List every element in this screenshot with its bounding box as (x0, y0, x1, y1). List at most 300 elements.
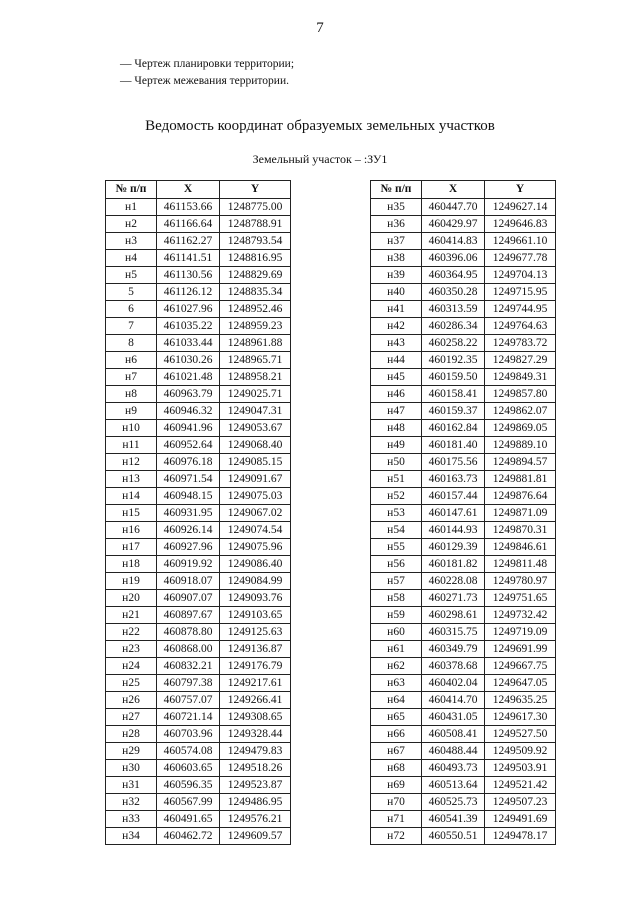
table-row (371, 709, 556, 726)
table-row (371, 573, 556, 590)
point-number-cell: н51 (371, 471, 422, 488)
header-y: Y (485, 181, 556, 199)
x-coordinate-cell: 460181.40 (422, 437, 485, 454)
point-number-cell: н10 (106, 420, 157, 437)
x-coordinate-cell: 461141.51 (157, 250, 220, 267)
x-coordinate-cell: 460567.99 (157, 794, 220, 811)
x-coordinate-cell: 460315.75 (422, 624, 485, 641)
page-number: 7 (316, 20, 324, 36)
table-row (371, 471, 556, 488)
table-row (106, 352, 291, 369)
x-coordinate-cell: 460927.96 (157, 539, 220, 556)
point-number-cell: н48 (371, 420, 422, 437)
y-coordinate-cell: 1249871.09 (485, 505, 556, 522)
point-number-cell: н49 (371, 437, 422, 454)
table-row (371, 777, 556, 794)
y-coordinate-cell: 1248952.46 (220, 301, 291, 318)
y-coordinate-cell: 1249744.95 (485, 301, 556, 318)
x-coordinate-cell: 460832.21 (157, 658, 220, 675)
y-coordinate-cell: 1249764.63 (485, 318, 556, 335)
y-coordinate-cell: 1249846.61 (485, 539, 556, 556)
x-coordinate-cell: 460159.50 (422, 369, 485, 386)
y-coordinate-cell: 1249086.40 (220, 556, 291, 573)
table-row (106, 794, 291, 811)
table-row (106, 522, 291, 539)
x-coordinate-cell: 460926.14 (157, 522, 220, 539)
y-coordinate-cell: 1249093.76 (220, 590, 291, 607)
table-row (106, 709, 291, 726)
y-coordinate-cell: 1248775.00 (220, 199, 291, 216)
y-coordinate-cell: 1248829.69 (220, 267, 291, 284)
x-coordinate-cell: 460963.79 (157, 386, 220, 403)
x-coordinate-cell: 460129.39 (422, 539, 485, 556)
y-coordinate-cell: 1249136.87 (220, 641, 291, 658)
point-number-cell: н4 (106, 250, 157, 267)
y-coordinate-cell: 1249849.31 (485, 369, 556, 386)
x-coordinate-cell: 460350.28 (422, 284, 485, 301)
x-coordinate-cell: 460976.18 (157, 454, 220, 471)
point-number-cell: н32 (106, 794, 157, 811)
y-coordinate-cell: 1249715.95 (485, 284, 556, 301)
table-row (371, 284, 556, 301)
point-number-cell: н60 (371, 624, 422, 641)
x-coordinate-cell: 460491.65 (157, 811, 220, 828)
table-row (371, 216, 556, 233)
y-coordinate-cell: 1249523.87 (220, 777, 291, 794)
point-number-cell: н65 (371, 709, 422, 726)
point-number-cell: н15 (106, 505, 157, 522)
x-coordinate-cell: 460525.73 (422, 794, 485, 811)
table-row (371, 760, 556, 777)
table-row (106, 743, 291, 760)
y-coordinate-cell: 1249881.81 (485, 471, 556, 488)
table-row (371, 726, 556, 743)
x-coordinate-cell: 460907.07 (157, 590, 220, 607)
table-row (371, 403, 556, 420)
point-number-cell: н31 (106, 777, 157, 794)
x-coordinate-cell: 461021.48 (157, 369, 220, 386)
point-number-cell: н72 (371, 828, 422, 845)
table-row (106, 318, 291, 335)
point-number-cell: н16 (106, 522, 157, 539)
table-row (371, 454, 556, 471)
point-number-cell: н23 (106, 641, 157, 658)
point-number-cell: н7 (106, 369, 157, 386)
point-number-cell: н3 (106, 233, 157, 250)
point-number-cell: н46 (371, 386, 422, 403)
table-row (106, 726, 291, 743)
x-coordinate-cell: 461033.44 (157, 335, 220, 352)
table-row (106, 675, 291, 692)
table-row (371, 352, 556, 369)
point-number-cell: н28 (106, 726, 157, 743)
x-coordinate-cell: 460159.37 (422, 403, 485, 420)
y-coordinate-cell: 1249889.10 (485, 437, 556, 454)
x-coordinate-cell: 460931.95 (157, 505, 220, 522)
y-coordinate-cell: 1249627.14 (485, 199, 556, 216)
point-number-cell: н71 (371, 811, 422, 828)
point-number-cell: н34 (106, 828, 157, 845)
x-coordinate-cell: 460721.14 (157, 709, 220, 726)
y-coordinate-cell: 1249691.99 (485, 641, 556, 658)
point-number-cell: 7 (106, 318, 157, 335)
header-number: № п/п (106, 181, 157, 199)
point-number-cell: н67 (371, 743, 422, 760)
y-coordinate-cell: 1248793.54 (220, 233, 291, 250)
y-coordinate-cell: 1249857.80 (485, 386, 556, 403)
point-number-cell: н13 (106, 471, 157, 488)
y-coordinate-cell: 1249125.63 (220, 624, 291, 641)
header-x: X (422, 181, 485, 199)
point-number-cell: н18 (106, 556, 157, 573)
y-coordinate-cell: 1249217.61 (220, 675, 291, 692)
table-row (106, 590, 291, 607)
x-coordinate-cell: 460574.08 (157, 743, 220, 760)
x-coordinate-cell: 460603.65 (157, 760, 220, 777)
x-coordinate-cell: 460431.05 (422, 709, 485, 726)
y-coordinate-cell: 1249479.83 (220, 743, 291, 760)
table-row (371, 590, 556, 607)
y-coordinate-cell: 1249719.09 (485, 624, 556, 641)
x-coordinate-cell: 460757.07 (157, 692, 220, 709)
y-coordinate-cell: 1249491.69 (485, 811, 556, 828)
point-number-cell: н56 (371, 556, 422, 573)
y-coordinate-cell: 1249780.97 (485, 573, 556, 590)
x-coordinate-cell: 460946.32 (157, 403, 220, 420)
y-coordinate-cell: 1249509.92 (485, 743, 556, 760)
point-number-cell: н61 (371, 641, 422, 658)
table-row (371, 828, 556, 845)
x-coordinate-cell: 461126.12 (157, 284, 220, 301)
y-coordinate-cell: 1248835.34 (220, 284, 291, 301)
table-row (371, 318, 556, 335)
x-coordinate-cell: 460797.38 (157, 675, 220, 692)
x-coordinate-cell: 460488.44 (422, 743, 485, 760)
y-coordinate-cell: 1249677.78 (485, 250, 556, 267)
point-number-cell: н66 (371, 726, 422, 743)
y-coordinate-cell: 1249827.29 (485, 352, 556, 369)
y-coordinate-cell: 1249783.72 (485, 335, 556, 352)
y-coordinate-cell: 1249084.99 (220, 573, 291, 590)
table-row (106, 573, 291, 590)
table-row (371, 539, 556, 556)
x-coordinate-cell: 460378.68 (422, 658, 485, 675)
x-coordinate-cell: 460462.72 (157, 828, 220, 845)
table-row (371, 624, 556, 641)
x-coordinate-cell: 460952.64 (157, 437, 220, 454)
y-coordinate-cell: 1249576.21 (220, 811, 291, 828)
x-coordinate-cell: 461030.26 (157, 352, 220, 369)
document-title: Ведомость координат образуемых земельных участков (145, 118, 495, 134)
table-row (106, 828, 291, 845)
y-coordinate-cell: 1248961.88 (220, 335, 291, 352)
y-coordinate-cell: 1249068.40 (220, 437, 291, 454)
point-number-cell: н29 (106, 743, 157, 760)
y-coordinate-cell: 1249635.25 (485, 692, 556, 709)
table-row (106, 811, 291, 828)
table-row (371, 250, 556, 267)
table-row (371, 675, 556, 692)
table-row (371, 641, 556, 658)
x-coordinate-cell: 461027.96 (157, 301, 220, 318)
table-row (371, 369, 556, 386)
x-coordinate-cell: 460402.04 (422, 675, 485, 692)
x-coordinate-cell: 460396.06 (422, 250, 485, 267)
y-coordinate-cell: 1249478.17 (485, 828, 556, 845)
table-row (371, 267, 556, 284)
point-number-cell: н57 (371, 573, 422, 590)
y-coordinate-cell: 1249667.75 (485, 658, 556, 675)
y-coordinate-cell: 1249704.13 (485, 267, 556, 284)
point-number-cell: н38 (371, 250, 422, 267)
table-row (106, 233, 291, 250)
table-row (371, 658, 556, 675)
point-number-cell: н19 (106, 573, 157, 590)
table-row (106, 505, 291, 522)
table-row (371, 743, 556, 760)
y-coordinate-cell: 1248788.91 (220, 216, 291, 233)
bullet-item: — Чертеж межевания территории. (120, 75, 289, 87)
table-row (371, 199, 556, 216)
x-coordinate-cell: 460228.08 (422, 573, 485, 590)
point-number-cell: н33 (106, 811, 157, 828)
x-coordinate-cell: 460414.83 (422, 233, 485, 250)
y-coordinate-cell: 1249075.03 (220, 488, 291, 505)
y-coordinate-cell: 1249176.79 (220, 658, 291, 675)
y-coordinate-cell: 1249266.41 (220, 692, 291, 709)
x-coordinate-cell: 460703.96 (157, 726, 220, 743)
point-number-cell: н21 (106, 607, 157, 624)
table-row (106, 607, 291, 624)
table-row (106, 386, 291, 403)
y-coordinate-cell: 1249521.42 (485, 777, 556, 794)
x-coordinate-cell: 460349.79 (422, 641, 485, 658)
point-number-cell: н37 (371, 233, 422, 250)
point-number-cell: н22 (106, 624, 157, 641)
table-row (371, 811, 556, 828)
x-coordinate-cell: 460948.15 (157, 488, 220, 505)
y-coordinate-cell: 1249869.05 (485, 420, 556, 437)
x-coordinate-cell: 460429.97 (422, 216, 485, 233)
x-coordinate-cell: 460941.96 (157, 420, 220, 437)
x-coordinate-cell: 460181.82 (422, 556, 485, 573)
point-number-cell: н27 (106, 709, 157, 726)
table-row (371, 386, 556, 403)
x-coordinate-cell: 460513.64 (422, 777, 485, 794)
table-row (106, 658, 291, 675)
x-coordinate-cell: 461153.66 (157, 199, 220, 216)
table-row (371, 233, 556, 250)
land-plot-subtitle: Земельный участок – :ЗУ1 (252, 152, 388, 166)
point-number-cell: н1 (106, 199, 157, 216)
point-number-cell: н20 (106, 590, 157, 607)
table-row (106, 403, 291, 420)
y-coordinate-cell: 1249507.23 (485, 794, 556, 811)
x-coordinate-cell: 460147.61 (422, 505, 485, 522)
point-number-cell: н55 (371, 539, 422, 556)
point-number-cell: н59 (371, 607, 422, 624)
x-coordinate-cell: 460508.41 (422, 726, 485, 743)
table-row (371, 556, 556, 573)
y-coordinate-cell: 1249617.30 (485, 709, 556, 726)
point-number-cell: н52 (371, 488, 422, 505)
x-coordinate-cell: 460157.44 (422, 488, 485, 505)
point-number-cell: н36 (371, 216, 422, 233)
point-number-cell: н54 (371, 522, 422, 539)
y-coordinate-cell: 1249894.57 (485, 454, 556, 471)
y-coordinate-cell: 1249811.48 (485, 556, 556, 573)
point-number-cell: 8 (106, 335, 157, 352)
x-coordinate-cell: 460541.39 (422, 811, 485, 828)
y-coordinate-cell: 1249870.31 (485, 522, 556, 539)
table-row (371, 301, 556, 318)
table-row (106, 777, 291, 794)
table-row (106, 624, 291, 641)
point-number-cell: н69 (371, 777, 422, 794)
point-number-cell: н9 (106, 403, 157, 420)
table-row (371, 335, 556, 352)
y-coordinate-cell: 1249103.65 (220, 607, 291, 624)
point-number-cell: н14 (106, 488, 157, 505)
point-number-cell: н5 (106, 267, 157, 284)
y-coordinate-cell: 1249075.96 (220, 539, 291, 556)
table-row (106, 335, 291, 352)
table-row (106, 760, 291, 777)
table-row (106, 641, 291, 658)
table-row (371, 522, 556, 539)
y-coordinate-cell: 1249503.91 (485, 760, 556, 777)
table-row (106, 437, 291, 454)
x-coordinate-cell: 461035.22 (157, 318, 220, 335)
point-number-cell: н35 (371, 199, 422, 216)
bullet-list (120, 56, 294, 90)
y-coordinate-cell: 1249862.07 (485, 403, 556, 420)
table-row (371, 794, 556, 811)
x-coordinate-cell: 461166.64 (157, 216, 220, 233)
x-coordinate-cell: 460493.73 (422, 760, 485, 777)
x-coordinate-cell: 460298.61 (422, 607, 485, 624)
y-coordinate-cell: 1248958.21 (220, 369, 291, 386)
point-number-cell: н70 (371, 794, 422, 811)
y-coordinate-cell: 1249876.64 (485, 488, 556, 505)
table-row (106, 369, 291, 386)
table-row (106, 250, 291, 267)
point-number-cell: 5 (106, 284, 157, 301)
table-header-row (106, 181, 291, 199)
table-row (106, 301, 291, 318)
x-coordinate-cell: 460258.22 (422, 335, 485, 352)
point-number-cell: н42 (371, 318, 422, 335)
y-coordinate-cell: 1248959.23 (220, 318, 291, 335)
header-y: Y (220, 181, 291, 199)
header-number: № п/п (371, 181, 422, 199)
x-coordinate-cell: 460447.70 (422, 199, 485, 216)
y-coordinate-cell: 1249646.83 (485, 216, 556, 233)
table-row (106, 420, 291, 437)
x-coordinate-cell: 460271.73 (422, 590, 485, 607)
x-coordinate-cell: 460175.56 (422, 454, 485, 471)
table-row (371, 420, 556, 437)
point-number-cell: н30 (106, 760, 157, 777)
point-number-cell: н12 (106, 454, 157, 471)
y-coordinate-cell: 1249085.15 (220, 454, 291, 471)
header-x: X (157, 181, 220, 199)
point-number-cell: н25 (106, 675, 157, 692)
y-coordinate-cell: 1248816.95 (220, 250, 291, 267)
y-coordinate-cell: 1249486.95 (220, 794, 291, 811)
x-coordinate-cell: 460162.84 (422, 420, 485, 437)
x-coordinate-cell: 461130.56 (157, 267, 220, 284)
point-number-cell: н41 (371, 301, 422, 318)
table-row (106, 216, 291, 233)
y-coordinate-cell: 1249067.02 (220, 505, 291, 522)
point-number-cell: н62 (371, 658, 422, 675)
point-number-cell: н8 (106, 386, 157, 403)
point-number-cell: н47 (371, 403, 422, 420)
y-coordinate-cell: 1249732.42 (485, 607, 556, 624)
point-number-cell: н2 (106, 216, 157, 233)
y-coordinate-cell: 1248965.71 (220, 352, 291, 369)
point-number-cell: н6 (106, 352, 157, 369)
point-number-cell: н64 (371, 692, 422, 709)
x-coordinate-cell: 460414.70 (422, 692, 485, 709)
y-coordinate-cell: 1249053.67 (220, 420, 291, 437)
y-coordinate-cell: 1249527.50 (485, 726, 556, 743)
table-row (371, 692, 556, 709)
x-coordinate-cell: 460550.51 (422, 828, 485, 845)
x-coordinate-cell: 460868.00 (157, 641, 220, 658)
point-number-cell: н24 (106, 658, 157, 675)
y-coordinate-cell: 1249661.10 (485, 233, 556, 250)
point-number-cell: н26 (106, 692, 157, 709)
table-row (371, 437, 556, 454)
table-row (371, 488, 556, 505)
point-number-cell: н44 (371, 352, 422, 369)
y-coordinate-cell: 1249091.67 (220, 471, 291, 488)
table-row (106, 454, 291, 471)
y-coordinate-cell: 1249609.57 (220, 828, 291, 845)
table-row (106, 471, 291, 488)
table-row (106, 284, 291, 301)
y-coordinate-cell: 1249328.44 (220, 726, 291, 743)
table-header-row (371, 181, 556, 199)
x-coordinate-cell: 460596.35 (157, 777, 220, 794)
coordinates-table-right (370, 180, 556, 845)
x-coordinate-cell: 460192.35 (422, 352, 485, 369)
y-coordinate-cell: 1249074.54 (220, 522, 291, 539)
table-row (106, 539, 291, 556)
x-coordinate-cell: 460286.34 (422, 318, 485, 335)
table-row (106, 488, 291, 505)
point-number-cell: н50 (371, 454, 422, 471)
y-coordinate-cell: 1249025.71 (220, 386, 291, 403)
y-coordinate-cell: 1249647.05 (485, 675, 556, 692)
point-number-cell: н63 (371, 675, 422, 692)
point-number-cell: н17 (106, 539, 157, 556)
x-coordinate-cell: 460919.92 (157, 556, 220, 573)
x-coordinate-cell: 460313.59 (422, 301, 485, 318)
point-number-cell: н53 (371, 505, 422, 522)
x-coordinate-cell: 460897.67 (157, 607, 220, 624)
x-coordinate-cell: 460878.80 (157, 624, 220, 641)
y-coordinate-cell: 1249308.65 (220, 709, 291, 726)
point-number-cell: н68 (371, 760, 422, 777)
point-number-cell: 6 (106, 301, 157, 318)
table-row (106, 556, 291, 573)
table-row (371, 607, 556, 624)
table-row (106, 199, 291, 216)
x-coordinate-cell: 460144.93 (422, 522, 485, 539)
